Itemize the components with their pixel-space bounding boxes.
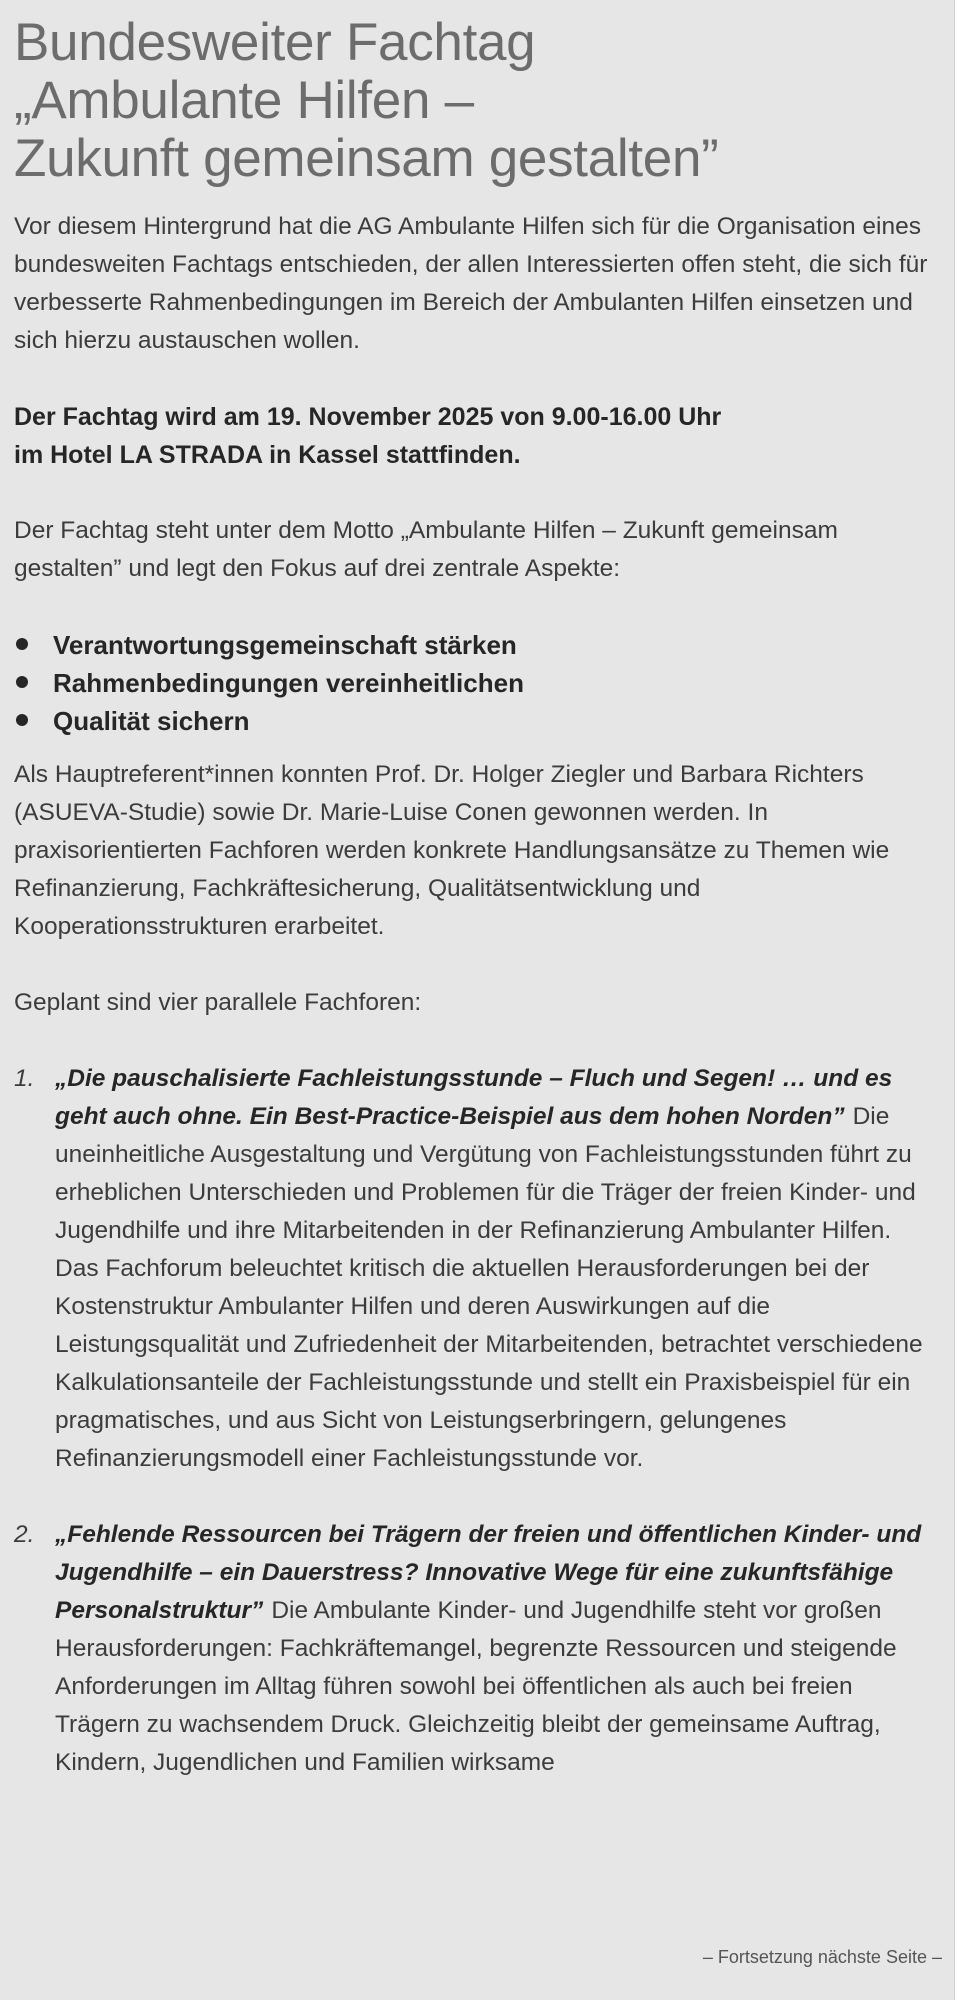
aspect-label: Verantwortungsgemeinschaft stärken	[53, 630, 517, 660]
page-title	[14, 14, 940, 188]
forum-title: „Fehlende Ressourcen bei Trägern der freien und öffentlichen Kinder- und Jugendhilfe – ein Dauerstress? Innovative Wege für eine zukunftsfähige Personalstruktur”	[55, 1521, 922, 1624]
aspects-list	[14, 626, 940, 740]
bullet-icon	[16, 638, 28, 650]
motto-paragraph: Der Fachtag steht unter dem Motto „Ambulante Hilfen – Zukunft gemeinsam gestalten” und legt den Fokus auf drei zentrale Aspekte:	[14, 517, 838, 582]
bullet-icon	[16, 714, 28, 726]
title-line-2: „Ambulante Hilfen –	[14, 71, 474, 130]
aspect-label: Qualität sichern	[53, 706, 250, 736]
list-item	[14, 626, 940, 664]
list-item	[14, 702, 940, 740]
title-line-3: Zukunft gemeinsam gestalten”	[14, 129, 719, 188]
forums-list	[14, 1060, 940, 1782]
event-location-line: im Hotel LA STRADA in Kassel stattfinden.	[14, 441, 521, 469]
forum-item	[14, 1060, 940, 1478]
forums-intro: Geplant sind vier parallele Fachforen:	[14, 989, 422, 1016]
speakers-paragraph: Als Hauptreferent*innen konnten Prof. Dr. Holger Ziegler und Barbara Richters (ASUEVA-Studie) sowie Dr. Marie-Luise Conen gewonnen werden. In praxisorientierten Fachforen werden konkrete Handlungsansätze zu Themen wie Refinanzierung, Fachkräftesicherung, Qualitätsentwicklung und Kooperationsstrukturen erarbeitet.	[14, 761, 890, 940]
forum-number: 2.	[14, 1521, 35, 1548]
list-item	[14, 664, 940, 702]
forum-description: Die Ambulante Kinder- und Jugendhilfe steht vor großen Herausforderungen: Fachkräftemangel, begrenzte Ressourcen und steigende Anforderungen im Alltag führen sowohl bei öffentlichen als auch bei freien Trägern zu wachsendem Druck. Gleichzeitig bleibt der gemeinsame Auftrag, Kindern, Jugendlichen und Familien wirksame	[55, 1597, 897, 1776]
forum-item	[14, 1516, 940, 1782]
forum-description: Die uneinheitliche Ausgestaltung und Vergütung von Fachleistungsstunden führt zu erheblichen Unterschieden und Problemen für die Träger der freien Kinder- und Jugendhilfe und ihre Mitarbeitenden in der Refinanzierung Ambulanter Hilfen. Das Fachforum beleuchtet kritisch die aktuellen Herausforderungen bei der Kostenstruktur Ambulanter Hilfen und deren Auswirkungen auf die Leistungsqualität und Zufriedenheit der Mitarbeitenden, betrachtet verschiedene Kalkulationsanteile der Fachleistungsstunde und stellt ein Praxisbeispiel für ein pragmatisches, und aus Sicht von Leistungserbringern, gelungenes Refinanzierungsmodell einer Fachleistungsstunde vor.	[55, 1103, 923, 1472]
forum-number: 1.	[14, 1065, 35, 1092]
event-date-location	[14, 398, 940, 474]
event-date-line: Der Fachtag wird am 19. November 2025 von 9.00-16.00 Uhr	[14, 403, 722, 431]
title-line-1: Bundesweiter Fachtag	[14, 13, 536, 72]
forum-title: „Die pauschalisierte Fachleistungsstunde – Fluch und Segen! … und es geht auch ohne. Ein Best-Practice-Beispiel aus dem hohen Norden”	[55, 1065, 893, 1130]
continuation-note: – Fortsetzung nächste Seite –	[702, 1947, 942, 1967]
bullet-icon	[16, 676, 28, 688]
intro-paragraph: Vor diesem Hintergrund hat die AG Ambulante Hilfen sich für die Organisation eines bundesweiten Fachtags entschieden, der allen Interessierten offen steht, die sich für verbesserte Rahmenbedingungen im Bereich der Ambulanten Hilfen einsetzen und sich hierzu austauschen wollen.	[14, 213, 928, 354]
aspect-label: Rahmenbedingungen vereinheitlichen	[53, 668, 524, 698]
